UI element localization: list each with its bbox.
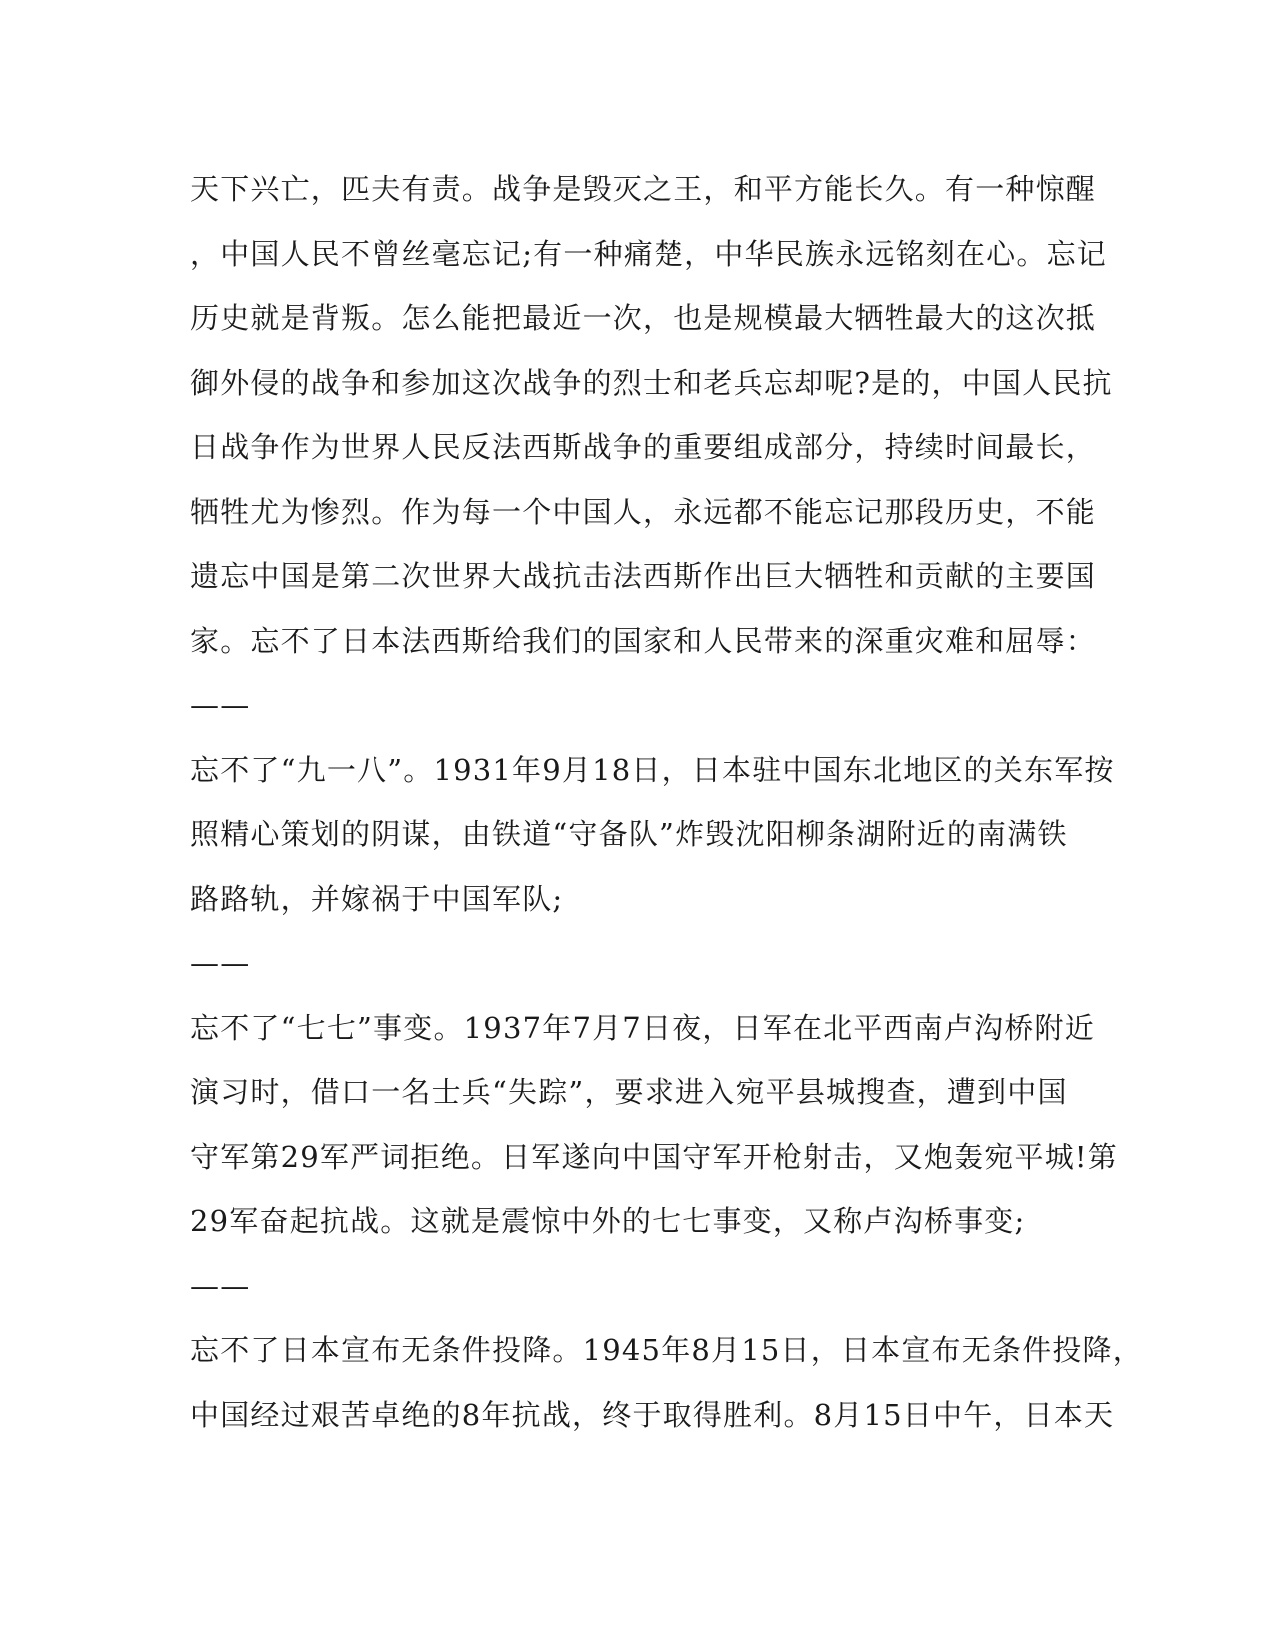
text-line: 忘不了“九一八”。1931年9月18日，日本驻中国东北地区的关东军按 [190,752,1115,787]
text-line: 忘不了“七七”事变。1937年7月7日夜，日军在北平西南卢沟桥附近 [190,1010,1095,1045]
text-line: 照精心策划的阴谋，由铁道“守备队”炸毁沈阳柳条湖附近的南满铁 [190,817,1068,851]
text-line: 天下兴亡，匹夫有责。战争是毁灭之王，和平方能长久。有一种惊醒 [190,172,1097,206]
text-line: 中国经过艰苦卓绝的8年抗战，终于取得胜利。8月15日中午，日本天 [190,1397,1115,1432]
text-line: 日战争作为世界人民反法西斯战争的重要组成部分，持续时间最长， [190,430,1097,464]
dash-separator: —— [190,688,251,722]
text-line: ，中国人民不曾丝毫忘记;有一种痛楚，中华民族永远铭刻在心。忘记 [190,236,1107,271]
text-line: 牺牲尤为惨烈。作为每一个中国人，永远都不能忘记那段历史，不能 [190,494,1097,529]
text-line: 御外侵的战争和参加这次战争的烈士和老兵忘却呢?是的，中国人民抗 [190,365,1113,400]
dash-separator: —— [190,946,251,980]
text-line: 家。忘不了日本法西斯给我们的国家和人民带来的深重灾难和屈辱： [190,623,1097,658]
text-line: 29军奋起抗战。这就是震惊中外的七七事变，又称卢沟桥事变; [190,1204,1026,1238]
body-text [190,157,1143,1447]
text-line: 历史就是背叛。怎么能把最近一次，也是规模最大牺牲最大的这次抵 [190,301,1097,335]
text-line: 演习时，借口一名士兵“失踪”，要求进入宛平县城搜查，遭到中国 [190,1075,1068,1109]
text-line: 路路轨，并嫁祸于中国军队; [190,881,564,916]
dash-separator: —— [190,1268,251,1303]
text-line: 遗忘中国是第二次世界大战抗击法西斯作出巨大牺牲和贡献的主要国 [190,559,1097,593]
text-line: 守军第29军严词拒绝。日军遂向中国守军开枪射击，又炮轰宛平城!第 [190,1139,1118,1174]
text-line: 忘不了日本宣布无条件投降。1945年8月15日，日本宣布无条件投降， [190,1333,1143,1367]
